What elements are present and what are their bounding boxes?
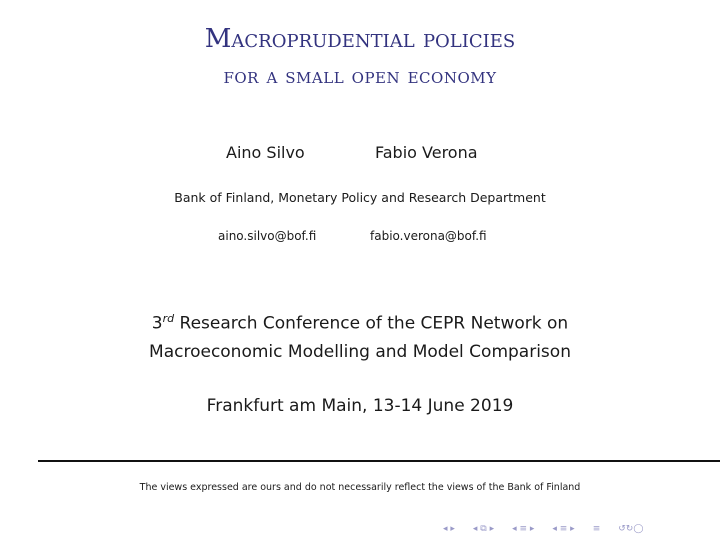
nav-align-icon[interactable]: ≡	[592, 524, 601, 534]
disclaimer: The views expressed are ours and do not necessarily reflect the views of the Bank of Finland	[139, 482, 581, 493]
beamer-navigation	[443, 522, 643, 536]
divider	[38, 460, 720, 462]
nav-section-icon[interactable]: ◂ ≡ ▸	[512, 524, 535, 534]
conference-line2: Macroeconomic Modelling and Model Comparison	[149, 342, 571, 362]
nav-first-icon[interactable]: ◂ ▸	[443, 524, 455, 534]
location-date: Frankfurt am Main, 13-14 June 2019	[206, 396, 514, 416]
nav-search-icon[interactable]: ↺↻◯	[618, 524, 644, 534]
slide-title-line1: Macroprudential policies	[204, 24, 516, 54]
slide-title-line2: for a small open economy	[223, 64, 497, 89]
author-name: Aino Silvo	[226, 143, 305, 162]
nav-subsection-icon[interactable]: ◂ ≡ ▸	[552, 524, 575, 534]
conference-ordinal: 3	[151, 313, 163, 334]
conference-ordinal-suffix: rd	[162, 312, 175, 325]
conference-name: Research Conference of the CEPR Network on	[174, 313, 569, 334]
affiliation: Bank of Finland, Monetary Policy and Research Department	[174, 190, 546, 205]
author-email: fabio.verona@bof.fi	[370, 229, 487, 243]
conference-line1	[0, 312, 720, 334]
author-email: aino.silvo@bof.fi	[218, 229, 317, 243]
author-name: Fabio Verona	[375, 143, 478, 162]
nav-frame-prev-icon[interactable]: ◂ ⧉ ▸	[472, 524, 495, 534]
